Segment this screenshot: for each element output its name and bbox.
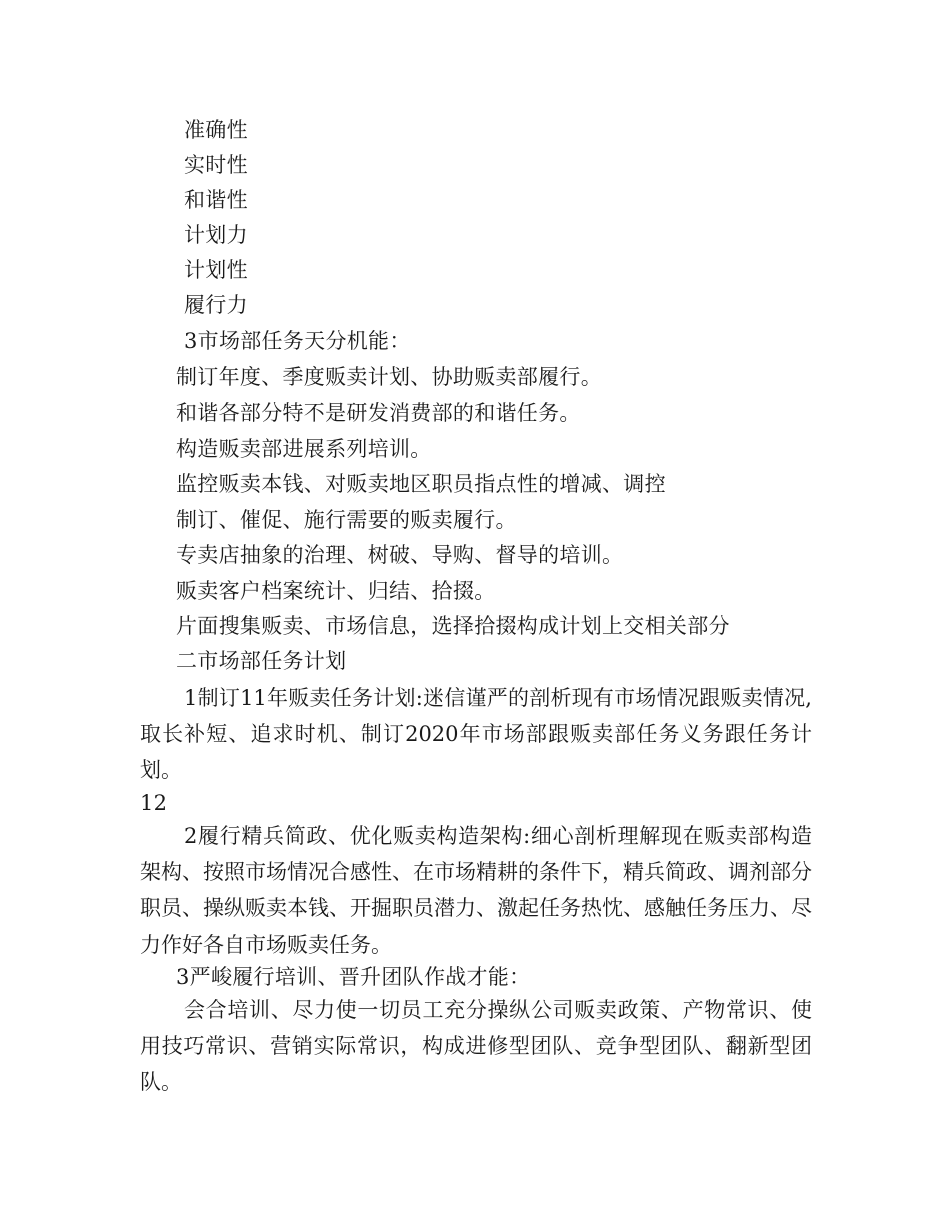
- list-item: 制订年度、季度贩卖计划、协助贩卖部履行。: [176, 365, 602, 389]
- list-item-realtime: 实时性: [184, 153, 248, 177]
- list-item-planning-power: 计划力: [184, 223, 248, 247]
- list-item: 监控贩卖本钱、对贩卖地区职员指点性的增减、调控: [176, 472, 666, 496]
- list-item: 贩卖客户档案统计、归结、拾掇。: [176, 579, 496, 603]
- section-heading-functions: 3市场部任务天分机能：: [184, 329, 411, 353]
- list-item: 制订、催促、施行需要的贩卖履行。: [176, 508, 517, 532]
- list-item-execution: 履行力: [184, 293, 248, 317]
- list-item: 构造贩卖部进展系列培训。: [176, 437, 432, 461]
- list-item-harmony: 和谐性: [184, 188, 248, 212]
- list-item: 片面搜集贩卖、市场信息，选择拾掇构成计划上交相关部分: [176, 614, 730, 638]
- list-item: 专卖店抽象的治理、树破、导购、督导的培训。: [176, 543, 624, 567]
- paragraph-annual-plan: 1制订11年贩卖任务计划:迷信谨严的剖析现有市场情况跟贩卖情况,取长补短、追求时机、制订2020年市场部跟贩卖部任务义务跟任务计划。: [140, 686, 812, 783]
- paragraph-restructure: 2履行精兵简政、优化贩卖构造架构:细心剖析理解现在贩卖部构造架构、按照市场情况合感性、在市场精耕的条件下，精兵简政、调剂部分职员、操纵贩卖本钱、开掘职员潜力、激起任务热忱、感触任务压力、尽力作好各自市场贩卖任务。: [140, 824, 812, 957]
- paragraph-training: 会合培训、尽力使一切员工充分操纵公司贩卖政策、产物常识、使用技巧常识、营销实际常识，构成进修型团队、竞争型团队、翻新型团队。: [140, 998, 812, 1095]
- page-number: 12: [140, 791, 168, 815]
- list-item-accuracy: 准确性: [184, 118, 248, 142]
- section-heading-training: 3严峻履行培训、晋升团队作战才能：: [176, 965, 531, 989]
- section-heading-plan: 二市场部任务计划: [176, 649, 347, 673]
- list-item-planning: 计划性: [184, 258, 248, 282]
- list-item: 和谐各部分特不是研发消费部的和谐任务。: [176, 401, 581, 425]
